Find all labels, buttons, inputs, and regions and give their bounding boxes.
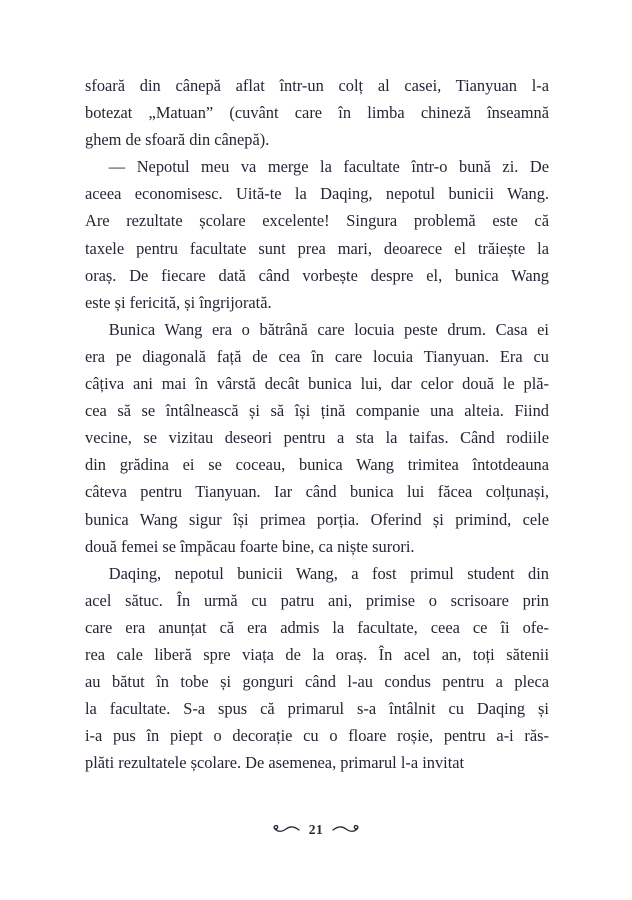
flourish-right-icon (332, 823, 360, 837)
text-line: câțiva ani mai în vârstă decât bunica lui, dar celor două le plă- (85, 374, 549, 394)
text-line: din grădina ei se coceau, bunica Wang trimitea întotdeauna (85, 455, 549, 475)
text-line: botezat „Matuan” (cuvânt care în limba chineză înseamnă (85, 103, 549, 123)
text-line: au bătut în tobe și gonguri când l-au condus pentru a pleca (85, 672, 549, 692)
text-line: sfoară din cânepă aflat într-un colț al casei, Tianyuan l-a (85, 76, 549, 95)
text-line: câteva pentru Tianyuan. Iar când bunica lui făcea colțunași, (85, 482, 549, 502)
text-line: era pe diagonală față de cea în care locuia Tianyuan. Era cu (85, 346, 549, 366)
text-line: vecine, se vizitau deseori pentru a sta la taifas. Când rodiile (85, 428, 549, 448)
text-line: cea să se întâlnească și să își țină companie una alteia. Fiind (85, 401, 549, 421)
text-line: i-a pus în piept o decorație cu o floare roșie, pentru a-i răs- (85, 726, 549, 746)
text-line: rea cale liberă spre viața de la oraș. În acel an, toți sătenii (85, 644, 549, 664)
text-line: aceea economisesc. Uită-te la Daqing, nepotul bunicii Wang. (85, 184, 549, 204)
text-line: Are rezultate școlare excelente! Singura problemă este că (85, 211, 549, 231)
text-line: două femei se împăcau foarte bine, ca niște surori. (85, 536, 415, 556)
text-line: — Nepotul meu va merge la facultate într-o bună zi. De (108, 157, 549, 177)
text-line: la facultate. S-a spus că primarul s-a întâlnit cu Daqing și (85, 699, 549, 719)
text-line: ghem de sfoară din cânepă). (85, 130, 270, 150)
page-number: 21 (308, 822, 324, 837)
text-block (85, 72, 549, 776)
text-line: este și fericită, și îngrijorată. (85, 292, 272, 312)
text-line: oraș. De fiecare dată când vorbește despre el, bunica Wang (85, 265, 549, 285)
text-line: acel sătuc. În urmă cu patru ani, primise o scrisoare prin (85, 590, 549, 610)
page-footer (0, 822, 632, 838)
text-line: bunica Wang sigur își primea porția. Oferind și primind, cele (85, 509, 549, 529)
text-line: care era anunțat că era admis la facultate, ceea ce îi ofe- (85, 617, 549, 637)
text-line: Daqing, nepotul bunicii Wang, a fost primul student din (108, 563, 549, 583)
text-line: Bunica Wang era o bătrână care locuia peste drum. Casa ei (108, 319, 549, 339)
text-line: plăti rezultatele școlare. De asemenea, primarul l-a invitat (85, 753, 465, 773)
flourish-left-icon (272, 823, 300, 837)
text-line: taxele pentru facultate sunt prea mari, deoarece el trăiește la (85, 238, 549, 258)
